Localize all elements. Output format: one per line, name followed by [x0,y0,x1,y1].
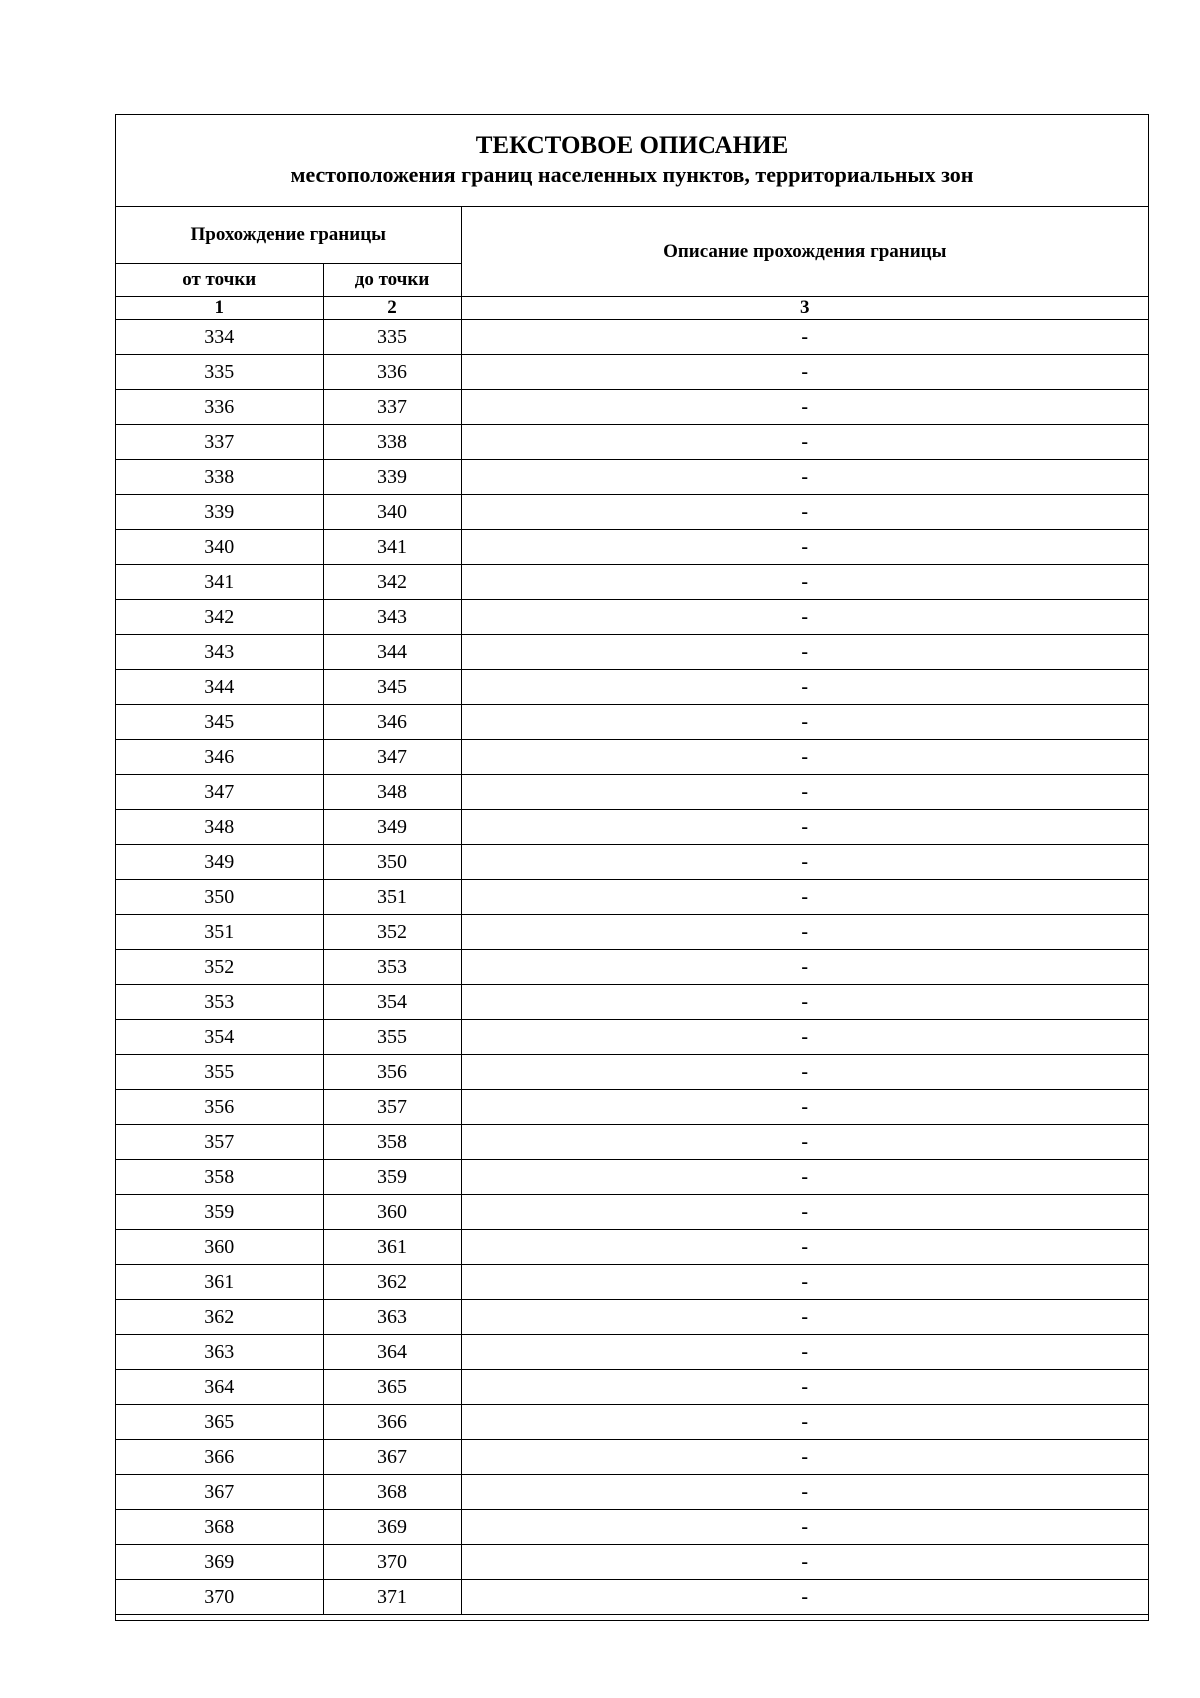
title-block [116,115,1148,207]
table-row [116,495,1148,530]
from-point-cell: 334 [116,320,323,355]
to-point-cell: 365 [323,1370,461,1405]
table-row [116,915,1148,950]
description-cell: - [461,1405,1148,1440]
table-row [116,390,1148,425]
document-title: ТЕКСТОВОЕ ОПИСАНИЕ [475,132,789,159]
description-cell: - [461,460,1148,495]
description-cell: - [461,1475,1148,1510]
table-row [116,670,1148,705]
table-row [116,1265,1148,1300]
table-row [116,1335,1148,1370]
from-point-cell: 349 [116,845,323,880]
from-point-cell: 360 [116,1230,323,1265]
header-to-point: до точки [323,264,461,297]
description-cell: - [461,495,1148,530]
to-point-cell: 337 [323,390,461,425]
description-cell: - [461,390,1148,425]
description-cell: - [461,1160,1148,1195]
header-description: Описание прохождения границы [461,207,1148,297]
to-point-cell: 361 [323,1230,461,1265]
table-row [116,1055,1148,1090]
from-point-cell: 363 [116,1335,323,1370]
description-cell: - [461,1020,1148,1055]
to-point-cell: 347 [323,740,461,775]
to-point-cell: 345 [323,670,461,705]
to-point-cell: 342 [323,565,461,600]
from-point-cell: 339 [116,495,323,530]
boundary-table [116,207,1148,1615]
table-row [116,1090,1148,1125]
table-row [116,600,1148,635]
description-cell: - [461,1580,1148,1615]
from-point-cell: 346 [116,740,323,775]
from-point-cell: 368 [116,1510,323,1545]
from-point-cell: 344 [116,670,323,705]
to-point-cell: 350 [323,845,461,880]
description-cell: - [461,355,1148,390]
column-number: 2 [323,297,461,320]
description-cell: - [461,775,1148,810]
from-point-cell: 355 [116,1055,323,1090]
header-row-group [116,207,1148,264]
to-point-cell: 371 [323,1580,461,1615]
to-point-cell: 363 [323,1300,461,1335]
description-cell: - [461,670,1148,705]
description-cell: - [461,845,1148,880]
description-cell: - [461,1230,1148,1265]
table-row [116,1125,1148,1160]
header-from-point: от точки [116,264,323,297]
to-point-cell: 346 [323,705,461,740]
to-point-cell: 359 [323,1160,461,1195]
table-row [116,1405,1148,1440]
description-cell: - [461,740,1148,775]
from-point-cell: 366 [116,1440,323,1475]
table-row [116,845,1148,880]
from-point-cell: 345 [116,705,323,740]
table-row [116,880,1148,915]
table-row [116,425,1148,460]
table-row [116,1160,1148,1195]
description-cell: - [461,985,1148,1020]
to-point-cell: 339 [323,460,461,495]
from-point-cell: 362 [116,1300,323,1335]
from-point-cell: 340 [116,530,323,565]
description-cell: - [461,530,1148,565]
to-point-cell: 336 [323,355,461,390]
table-row [116,635,1148,670]
table-row [116,1370,1148,1405]
column-number-row [116,297,1148,320]
from-point-cell: 365 [116,1405,323,1440]
to-point-cell: 366 [323,1405,461,1440]
from-point-cell: 358 [116,1160,323,1195]
to-point-cell: 368 [323,1475,461,1510]
to-point-cell: 341 [323,530,461,565]
to-point-cell: 362 [323,1265,461,1300]
to-point-cell: 367 [323,1440,461,1475]
from-point-cell: 347 [116,775,323,810]
to-point-cell: 360 [323,1195,461,1230]
from-point-cell: 369 [116,1545,323,1580]
table-row [116,565,1148,600]
table-row [116,1195,1148,1230]
from-point-cell: 338 [116,460,323,495]
table-row [116,740,1148,775]
description-cell: - [461,320,1148,355]
table-bottom-margin [116,1615,1148,1620]
table-row [116,1440,1148,1475]
to-point-cell: 349 [323,810,461,845]
boundary-description-document [115,114,1149,1621]
to-point-cell: 340 [323,495,461,530]
table-row [116,950,1148,985]
document-subtitle: местоположения границ населенных пунктов, территориальных зон [290,162,974,187]
table-row [116,1475,1148,1510]
from-point-cell: 359 [116,1195,323,1230]
description-cell: - [461,1125,1148,1160]
description-cell: - [461,1510,1148,1545]
table-row [116,1300,1148,1335]
table-row [116,530,1148,565]
description-cell: - [461,810,1148,845]
table-row [116,810,1148,845]
to-point-cell: 338 [323,425,461,460]
description-cell: - [461,600,1148,635]
description-cell: - [461,1440,1148,1475]
description-cell: - [461,705,1148,740]
description-cell: - [461,1055,1148,1090]
description-cell: - [461,565,1148,600]
from-point-cell: 367 [116,1475,323,1510]
from-point-cell: 348 [116,810,323,845]
to-point-cell: 335 [323,320,461,355]
description-cell: - [461,915,1148,950]
table-row [116,1545,1148,1580]
table-row [116,355,1148,390]
table-row [116,1510,1148,1545]
description-cell: - [461,425,1148,460]
table-row [116,460,1148,495]
from-point-cell: 370 [116,1580,323,1615]
description-cell: - [461,1300,1148,1335]
description-cell: - [461,880,1148,915]
description-cell: - [461,1370,1148,1405]
boundary-table-body [116,207,1148,1615]
to-point-cell: 355 [323,1020,461,1055]
description-cell: - [461,1265,1148,1300]
to-point-cell: 344 [323,635,461,670]
description-cell: - [461,950,1148,985]
column-number: 3 [461,297,1148,320]
description-cell: - [461,1335,1148,1370]
table-row [116,705,1148,740]
column-number: 1 [116,297,323,320]
to-point-cell: 348 [323,775,461,810]
from-point-cell: 352 [116,950,323,985]
from-point-cell: 357 [116,1125,323,1160]
to-point-cell: 353 [323,950,461,985]
table-row [116,1580,1148,1615]
table-row [116,775,1148,810]
to-point-cell: 358 [323,1125,461,1160]
from-point-cell: 354 [116,1020,323,1055]
from-point-cell: 351 [116,915,323,950]
from-point-cell: 335 [116,355,323,390]
from-point-cell: 361 [116,1265,323,1300]
table-row [116,1230,1148,1265]
from-point-cell: 353 [116,985,323,1020]
from-point-cell: 337 [116,425,323,460]
description-cell: - [461,635,1148,670]
from-point-cell: 336 [116,390,323,425]
to-point-cell: 354 [323,985,461,1020]
description-cell: - [461,1195,1148,1230]
from-point-cell: 343 [116,635,323,670]
from-point-cell: 342 [116,600,323,635]
header-passage: Прохождение границы [116,207,461,264]
to-point-cell: 343 [323,600,461,635]
table-row [116,320,1148,355]
description-cell: - [461,1545,1148,1580]
to-point-cell: 356 [323,1055,461,1090]
to-point-cell: 370 [323,1545,461,1580]
description-cell: - [461,1090,1148,1125]
from-point-cell: 350 [116,880,323,915]
table-row [116,1020,1148,1055]
from-point-cell: 341 [116,565,323,600]
to-point-cell: 357 [323,1090,461,1125]
to-point-cell: 352 [323,915,461,950]
to-point-cell: 364 [323,1335,461,1370]
to-point-cell: 351 [323,880,461,915]
table-row [116,985,1148,1020]
from-point-cell: 364 [116,1370,323,1405]
to-point-cell: 369 [323,1510,461,1545]
from-point-cell: 356 [116,1090,323,1125]
